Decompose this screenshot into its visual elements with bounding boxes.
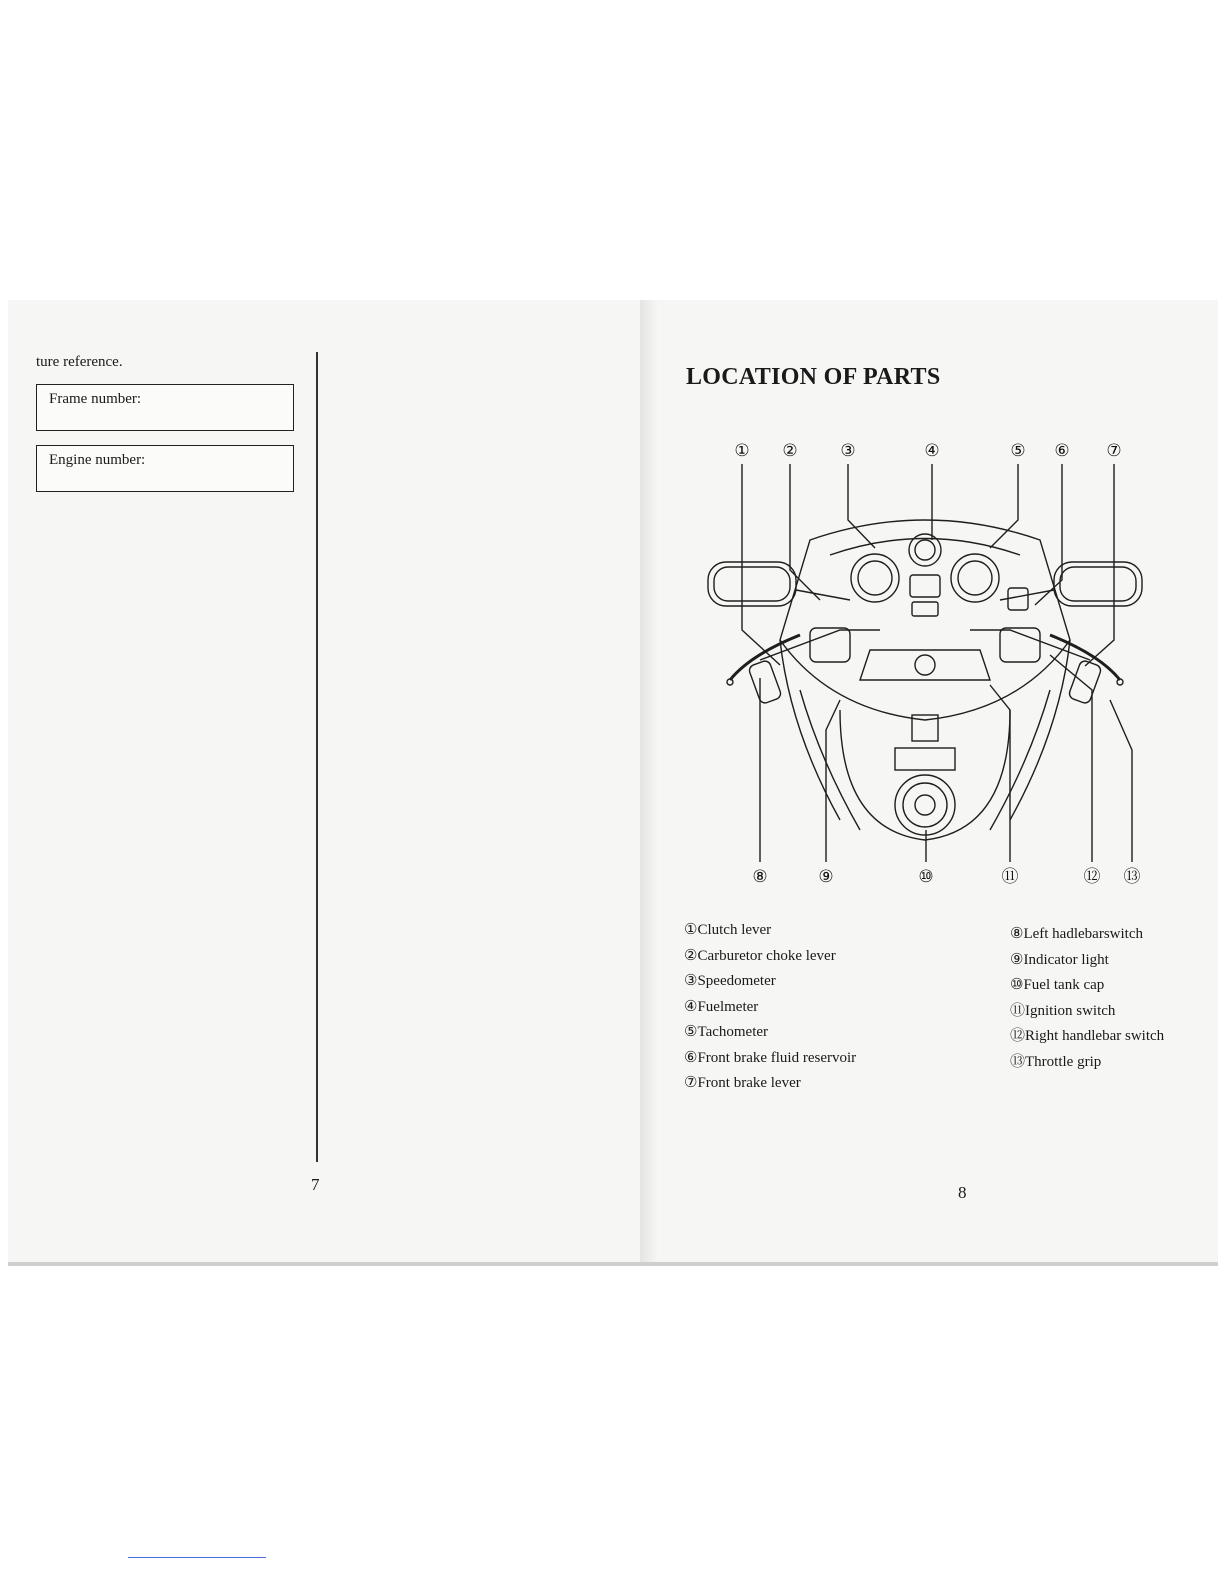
callout-7: ⑦	[1106, 441, 1122, 461]
callout-6: ⑥	[1054, 441, 1070, 461]
callout-2: ②	[782, 441, 798, 461]
callout-10: ⑩	[918, 867, 934, 887]
page-title: LOCATION OF PARTS	[686, 364, 941, 390]
callout-4: ④	[924, 441, 940, 461]
legend-item: ⑫Right handlebar switch	[1010, 1028, 1165, 1044]
legend-item: ⑦Front brake lever	[684, 1075, 801, 1091]
legend-item: ⑪Ignition switch	[1010, 1002, 1116, 1019]
page-edge	[8, 1262, 1218, 1266]
callout-8: ⑧	[752, 867, 768, 887]
legend-item: ②Carburetor choke lever	[684, 947, 836, 964]
legend-item: ③Speedometer	[684, 973, 776, 989]
legend-item: ⑥Front brake fluid reservoir	[684, 1049, 857, 1066]
column-divider	[316, 352, 318, 1162]
callout-1: ①	[734, 441, 750, 461]
callout-13: ⑬	[1123, 867, 1141, 887]
callout-11: ⑪	[1001, 867, 1019, 887]
callout-5: ⑤	[1010, 441, 1026, 461]
frame-number-box	[36, 384, 294, 431]
legend-item: ④Fuelmeter	[684, 998, 759, 1015]
reference-text: ture reference.	[36, 354, 123, 370]
callout-3: ③	[840, 441, 856, 461]
motorcycle-cockpit-diagram	[690, 430, 1160, 890]
legend-item: ⑨Indicator light	[1010, 951, 1109, 968]
frame-number-label: Frame number:	[49, 391, 142, 407]
legend-item: ⑩Fuel tank cap	[1010, 977, 1105, 993]
legend-item: ①Clutch lever	[684, 922, 772, 938]
page-number-7: 7	[311, 1175, 320, 1194]
callout-9: ⑨	[818, 867, 834, 887]
engine-number-box	[36, 445, 294, 492]
legend-item: ⑤Tachometer	[684, 1024, 769, 1040]
callout-12: ⑫	[1083, 867, 1101, 887]
legend-right	[1010, 922, 1164, 1075]
legend-item: ⑬Throttle grip	[1010, 1053, 1102, 1070]
legend-item: ⑧Left hadlebarswitch	[1010, 926, 1143, 942]
book-gutter	[640, 300, 670, 1266]
link-underline	[128, 1557, 266, 1558]
page-number-8: 8	[958, 1183, 967, 1202]
engine-number-label: Engine number:	[49, 452, 146, 468]
legend-left	[684, 918, 856, 1097]
